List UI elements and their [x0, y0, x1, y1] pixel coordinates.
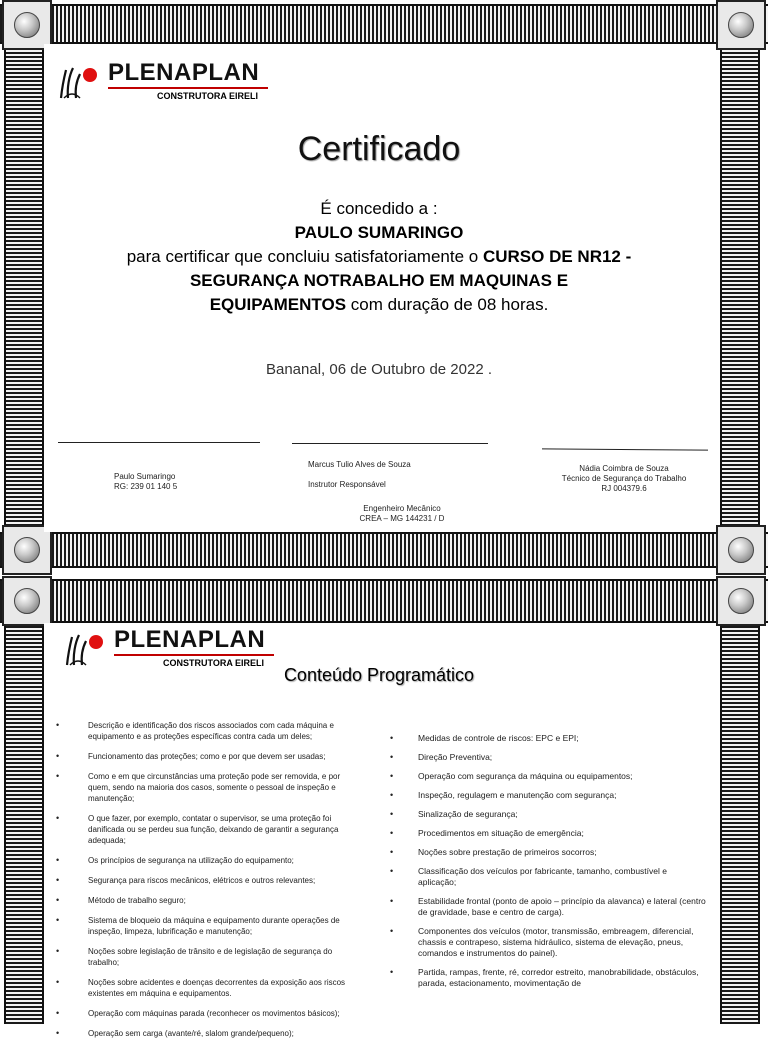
- engineer-signature-block: [342, 504, 462, 524]
- certificate-page: [44, 44, 714, 532]
- duration-text: com duração de 08 horas.: [350, 295, 549, 314]
- programme-right-column: [390, 733, 706, 997]
- instructor-role: Instrutor Responsável: [308, 480, 386, 489]
- programme-item: • Funcionamento das proteções; como e por que devem ser usadas;: [56, 751, 356, 762]
- course-line-1: [44, 245, 714, 269]
- programme-item: • Noções sobre legislação de trânsito e de legislação de segurança do trabalho;: [56, 946, 356, 968]
- company-logo-rule: [108, 87, 268, 89]
- course-name-part-1: CURSO DE NR12 -: [482, 247, 632, 266]
- programme-item: • Método de trabalho seguro;: [56, 895, 356, 906]
- programme-item: • Classificação dos veículos por fabricante, tamanho, combustível e aplicação;: [390, 866, 706, 888]
- student-id: RG: 239 01 140 5: [114, 482, 178, 491]
- engineer-role: Engenheiro Mecânico: [363, 504, 441, 513]
- technician-name: Nádia Coimbra de Souza: [579, 464, 669, 473]
- programme-item: • Noções sobre prestação de primeiros socorros;: [390, 847, 706, 858]
- programme-item: • Estabilidade frontal (ponto de apoio – princípio da alavanca) e lateral (centro de gravidade, base e centro de carga).: [390, 896, 706, 918]
- company-name: PLENAPLAN: [108, 59, 260, 86]
- corner-ornament-icon: [716, 0, 766, 50]
- frame-middle-border-2: [0, 579, 768, 623]
- corner-ornament-icon: [716, 576, 766, 626]
- programme-item: • Procedimentos em situação de emergência;: [390, 828, 706, 839]
- company-logo: [64, 627, 274, 669]
- corner-ornament-icon: [2, 525, 52, 575]
- programme-title: Conteúdo Programático: [283, 665, 475, 685]
- instructor-signature-block: [308, 460, 411, 490]
- frame-top-border: [0, 4, 768, 44]
- programme-left-column: [56, 720, 356, 1048]
- granted-to-label: É concedido a :: [320, 199, 438, 218]
- recipient-name: PAULO SUMARINGO: [294, 223, 464, 242]
- signature-line-student: [58, 442, 260, 443]
- instructor-name: Marcus Tulio Alves de Souza: [308, 460, 411, 469]
- programme-item: • Segurança para riscos mecânicos, elétricos e outros relevantes;: [56, 875, 356, 886]
- frame-left-border-bottom: [4, 618, 44, 1024]
- company-logo-mark-icon: [58, 60, 102, 102]
- frame-right-border-bottom: [720, 618, 760, 1024]
- company-logo: [58, 60, 268, 102]
- signature-line-technician: [542, 448, 708, 450]
- programme-item: • Os princípios de segurança na utilização do equipamento;: [56, 855, 356, 866]
- course-name-part-3: EQUIPAMENTOS: [209, 295, 347, 314]
- company-name: PLENAPLAN: [114, 626, 266, 653]
- programme-item: • Sinalização de segurança;: [390, 809, 706, 820]
- frame-left-border-top: [4, 40, 44, 540]
- programme-page: [44, 623, 714, 1038]
- programme-item: • Operação com máquinas parada (reconhecer os movimentos básicos);: [56, 1008, 356, 1019]
- programme-item: • Noções sobre acidentes e doenças decorrentes da exposição aos riscos existentes em máquina e equipamentos.: [56, 977, 356, 999]
- technician-signature-block: [544, 464, 704, 494]
- company-subtitle: CONSTRUTORA EIRELI: [156, 91, 258, 101]
- programme-item: • Operação com segurança da máquina ou equipamentos;: [390, 771, 706, 782]
- frame-right-border-top: [720, 40, 760, 540]
- programme-item: • Direção Preventiva;: [390, 752, 706, 763]
- company-logo-mark-icon: [64, 627, 108, 669]
- certificate-title: Certificado: [297, 130, 461, 168]
- signature-line-instructor: [292, 443, 488, 444]
- text-before-course: para certificar que concluiu satisfatoriamente o: [126, 247, 479, 266]
- corner-ornament-icon: [716, 525, 766, 575]
- programme-item: • O que fazer, por exemplo, contatar o supervisor, se uma proteção foi danificada ou se perdeu sua função, deixando de garantir a segurança adequada;: [56, 813, 356, 846]
- engineer-crea: CREA – MG 144231 / D: [359, 514, 445, 523]
- programme-item: • Operação sem carga (avante/ré, slalom grande/pequeno);: [56, 1028, 356, 1039]
- certificate-body: [44, 197, 714, 317]
- frame-middle-border-1: [0, 532, 768, 568]
- programme-item: • Inspeção, regulagem e manutenção com segurança;: [390, 790, 706, 801]
- student-signature-block: [114, 472, 177, 492]
- technician-registration: RJ 004379.6: [601, 484, 647, 493]
- place-and-date: Bananal, 06 de Outubro de 2022 .: [265, 361, 492, 378]
- corner-ornament-icon: [2, 0, 52, 50]
- programme-item: • Sistema de bloqueio da máquina e equipamento durante operações de inspeção, limpeza, lubrificação e manutenção;: [56, 915, 356, 937]
- programme-item: • Como e em que circunstâncias uma proteção pode ser removida, e por quem, sendo na maioria dos casos, somente o pessoal de inspeção e manutenção;: [56, 771, 356, 804]
- company-logo-rule: [114, 654, 274, 656]
- programme-item: • Partida, rampas, frente, ré, corredor estreito, manobrabilidade, obstáculos, parada, estacionamento, movimentação de: [390, 967, 706, 989]
- technician-role: Técnico de Segurança do Trabalho: [561, 474, 687, 483]
- company-subtitle: CONSTRUTORA EIRELI: [162, 658, 264, 668]
- programme-item: • Descrição e identificação dos riscos associados com cada máquina e equipamento e as proteções específicas contra cada um deles;: [56, 720, 356, 742]
- course-name-part-2: SEGURANÇA NOTRABALHO EM MAQUINAS E: [189, 271, 569, 290]
- programme-item: • Componentes dos veículos (motor, transmissão, embreagem, diferencial, chassis e contrapeso, sistema hidráulico, sistema de elevação, pneus, comandos e instrumentos do painel).: [390, 926, 706, 959]
- student-name: Paulo Sumaringo: [114, 472, 176, 481]
- programme-item: • Medidas de controle de riscos: EPC e EPI;: [390, 733, 706, 744]
- corner-ornament-icon: [2, 576, 52, 626]
